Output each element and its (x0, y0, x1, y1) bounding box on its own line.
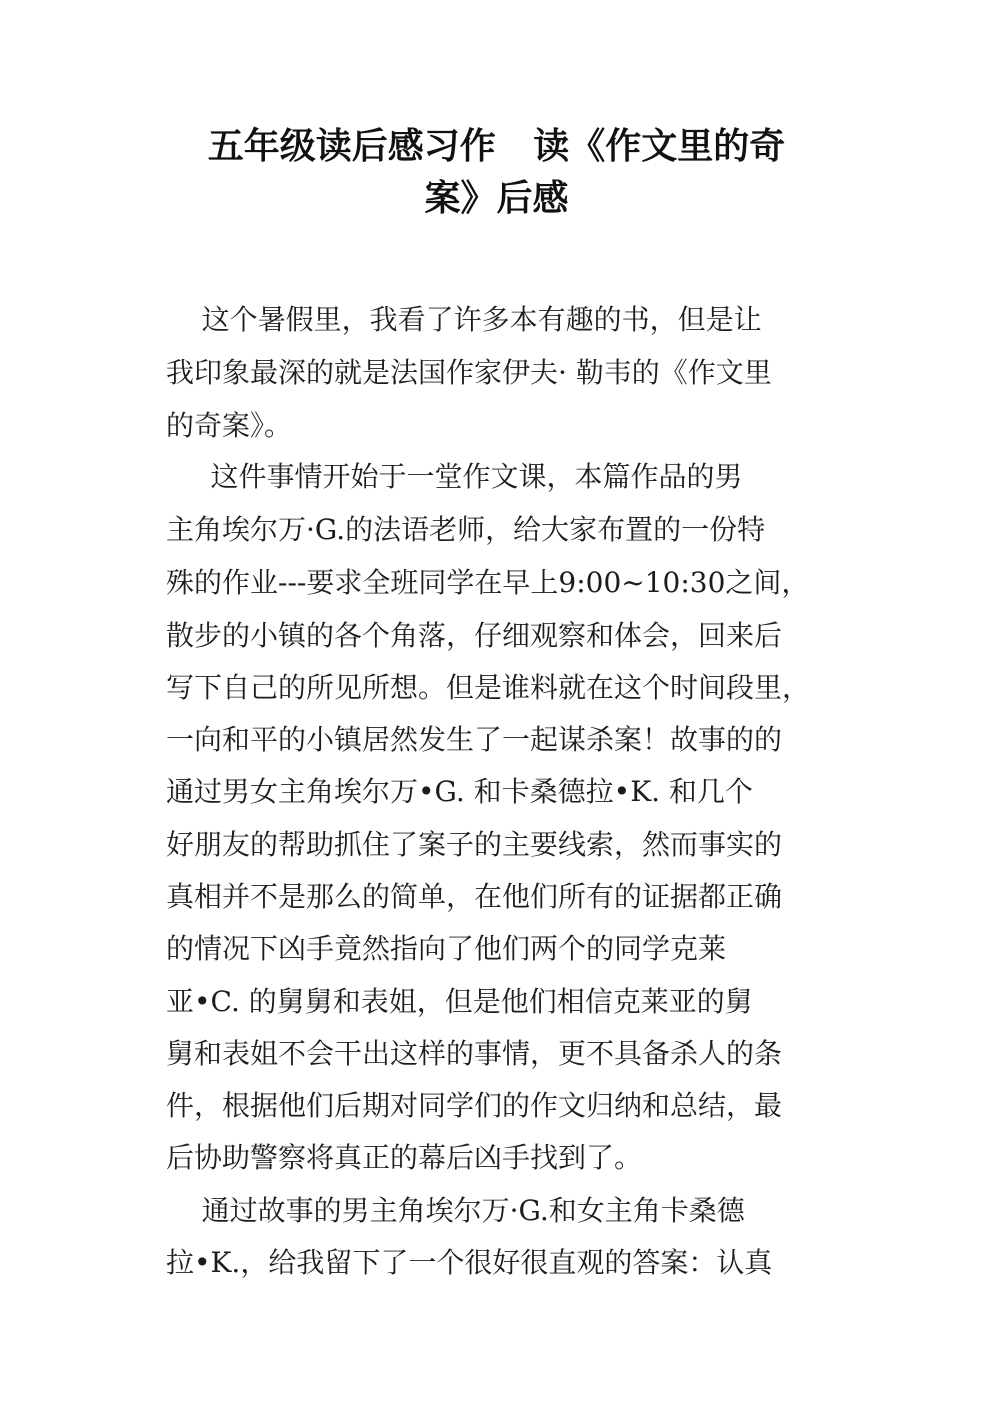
body-line: 殊的作业---要求全班同学在早上9:00~10:30之间， (166, 566, 810, 599)
body-line: 好朋友的帮助抓住了案子的主要线索，然而事实的 (166, 828, 783, 861)
body-line: 拉•K.，给我留下了一个很好很直观的答案：认真 (166, 1246, 773, 1279)
body-line: 亚•C. 的舅舅和表姐，但是他们相信克莱亚的舅 (166, 985, 753, 1018)
body-line: 通过故事的男主角埃尔万·G.和女主角卡桑德 (166, 1194, 745, 1227)
body-line: 写下自己的所见所想。但是谁料就在这个时间段里， (166, 671, 811, 704)
body-line: 的奇案》。 (166, 409, 293, 442)
body-line: 一向和平的小镇居然发生了一起谋杀案！故事的的 (166, 723, 783, 756)
body-line: 散步的小镇的各个角落，仔细观察和体会，回来后 (166, 619, 783, 652)
document-title-line-1: 五年级读后感习作 读《作文里的奇 (207, 126, 786, 167)
body-line: 这件事情开始于一堂作文课，本篇作品的男 (166, 460, 743, 493)
body-line: 我印象最深的就是法国作家伊夫· 勒韦的《作文里 (166, 356, 772, 389)
body-line: 件，根据他们后期对同学们的作文归纳和总结，最 (166, 1089, 783, 1122)
document-title-line-2: 案》后感 (424, 178, 569, 219)
body-line: 主角埃尔万·G.的法语老师，给大家布置的一份特 (166, 513, 766, 546)
body-line: 真相并不是那么的简单，在他们所有的证据都正确 (166, 880, 783, 913)
body-line: 的情况下凶手竟然指向了他们两个的同学克莱 (166, 932, 727, 965)
body-line: 这个暑假里，我看了许多本有趣的书，但是让 (166, 303, 762, 336)
body-line: 通过男女主角埃尔万•G. 和卡桑德拉•K. 和几个 (166, 775, 753, 808)
body-line: 舅和表姐不会干出这样的事情，更不具备杀人的条 (166, 1037, 783, 1070)
body-line: 后协助警察将真正的幕后凶手找到了。 (166, 1141, 643, 1174)
